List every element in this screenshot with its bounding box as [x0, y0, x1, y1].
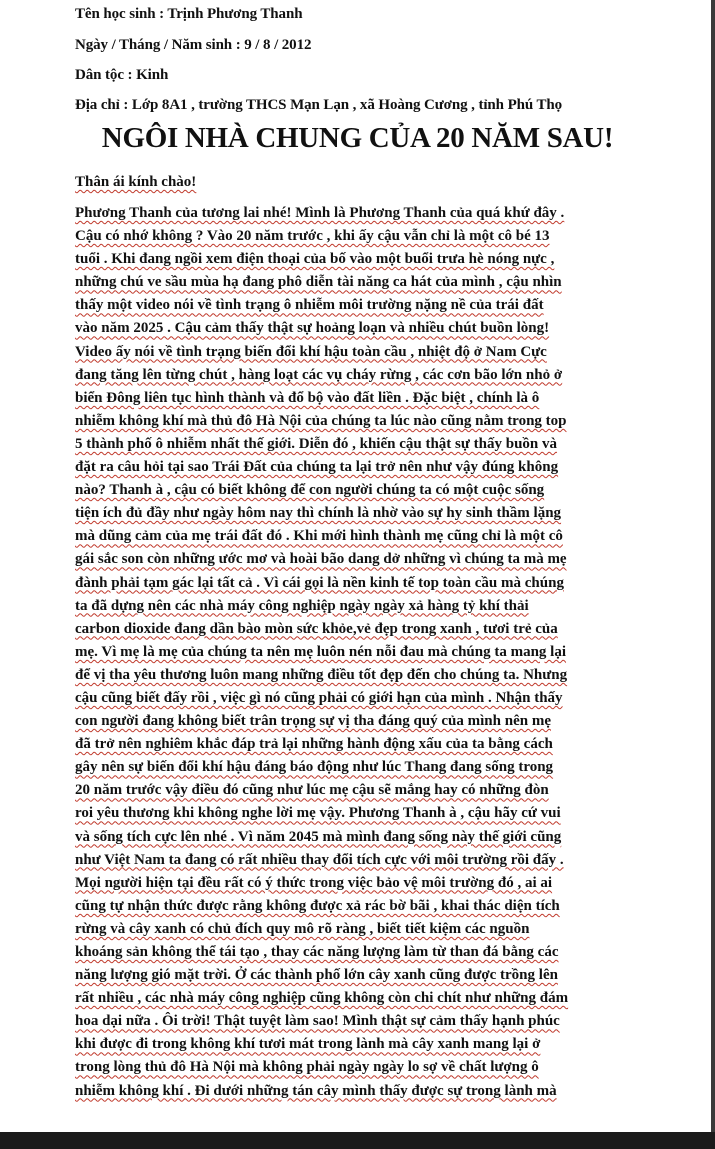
body-line: cũng tự nhận thức được rằng không được xả rác bờ bãi , khai thác diện tích	[75, 897, 560, 914]
body-line: đang tăng lên từng chút , hàng loạt các vụ cháy rừng , các cơn bão lớn nhỏ ở	[75, 366, 563, 383]
body-line: mà dũng cảm của mẹ trái đất đó . Khi mới hình thành mẹ cũng chỉ là một cô	[75, 528, 563, 545]
body-line: thấy một video nói về tình trạng ô nhiễm môi trường nặng nề của trái đất	[75, 297, 544, 314]
essay-title: NGÔI NHÀ CHUNG CỦA 20 NĂM SAU!	[101, 122, 614, 154]
body-line: Cậu có nhớ không ? Vào 20 năm trước , khi ấy cậu vẫn chỉ là một cô bé 13	[75, 228, 550, 245]
date-of-birth-line: Ngày / Tháng / Năm sinh : 9 / 8 / 2012	[75, 37, 312, 53]
address-line: Địa chỉ : Lớp 8A1 , trường THCS Mạn Lạn , xã Hoàng Cương , tỉnh Phú Thọ	[75, 97, 563, 113]
body-line: ta đã dựng nên các nhà máy công nghiệp ngày ngày xả hàng tỷ khí thải	[75, 597, 529, 614]
body-line: đã trở nên nghiêm khắc đáp trả lại những hành động xấu của ta bằng cách	[75, 736, 553, 753]
body-line: những chú ve sầu mùa hạ đang phô diễn tài năng ca hát của mình , cậu nhìn	[75, 274, 562, 291]
body-line: khoáng sản không thể tái tạo , thay các năng lượng làm từ than đá bằng các	[75, 944, 559, 960]
body-line: nhiễm không khí mà thủ đô Hà Nội của chúng ta lúc nào cũng nằm trong top	[75, 412, 567, 429]
body-line: cậu cũng biết đấy rồi , việc gì nó cũng phải có giới hạn của mình . Nhận thấy	[75, 689, 563, 706]
student-name-line: Tên học sinh : Trịnh Phương Thanh	[75, 6, 303, 22]
body-line: đành phải tạm gác lại tất cả . Vì cái gọi là nền kinh tế top toàn cầu mà chúng	[75, 574, 564, 591]
body-line: và sống tích cực lên nhé . Vì năm 2045 mà mình đang sống này thế giới cũng	[75, 828, 562, 845]
essay-body	[75, 202, 635, 1103]
body-line: khi được đi trong không khí tươi mát trong lành mà cây xanh mang lại ở	[75, 1036, 541, 1053]
body-line: 5 thành phố ô nhiễm nhất thế giới. Diễn đó , khiến cậu thật sự thấy buồn và	[75, 435, 558, 452]
body-line: tuổi . Khi đang ngồi xem điện thoại của bố vào một buổi trưa hè nóng nực ,	[75, 251, 555, 268]
greeting: Thân ái kính chào!	[75, 174, 197, 190]
body-line: rừng và cây xanh có chủ đích quy mô rõ ràng , biết tiết kiệm các nguồn	[75, 920, 530, 937]
body-line: tiện ích đủ đầy như ngày hôm nay thì chính là nhờ vào sự hy sinh thầm lặng	[75, 505, 562, 522]
body-line: Phương Thanh của tương lai nhé! Mình là Phương Thanh của quá khứ đây .	[75, 205, 565, 221]
body-line: mẹ. Vì mẹ là mẹ của chúng ta nên mẹ luôn nén nỗi đau mà chúng ta mang lại	[75, 643, 567, 660]
body-line: để vị tha yêu thương luôn mang những điều tốt đẹp đến cho chúng ta. Nhưng	[75, 666, 568, 683]
body-line: vào năm 2025 . Cậu cảm thấy thật sự hoảng loạn và nhiều chút buồn lòng!	[75, 320, 550, 337]
body-line: nhiễm không khí . Đi dưới những tán cây mình thấy được sự trong lành mà	[75, 1082, 557, 1099]
ethnicity-line: Dân tộc : Kinh	[75, 67, 169, 83]
body-line: nào? Thanh à , cậu có biết không để con người chúng ta có một cuộc sống	[75, 482, 545, 499]
body-line: đặt ra câu hỏi tại sao Trái Đất của chúng ta lại trở nên như vậy đúng không	[75, 459, 559, 476]
body-line: con người đang không biết trân trọng sự vị tha đáng quý của mình nên mẹ	[75, 713, 551, 730]
body-line: gái sắc son còn những ước mơ và hoài bão dang dở những vì chúng ta mà mẹ	[75, 551, 567, 568]
body-line: roi yêu thương khi không nghe lời mẹ vậy. Phương Thanh à , cậu hãy cứ vui	[75, 805, 561, 822]
body-line: trong lòng thủ đô Hà Nội mà không phải ngày ngày lo sợ về chất lượng ô	[75, 1059, 539, 1076]
screen-bottom-bar	[0, 1132, 715, 1149]
body-line: biển Đông liên tục hình thành và đổ bộ vào đất liền . Đặc biệt , chính là ô	[75, 389, 540, 406]
body-line: Mọi người hiện tại đều rất có ý thức trong việc bảo vệ môi trường đó , ai ai	[75, 874, 553, 891]
body-line: Video ấy nói về tình trạng biến đổi khí hậu toàn cầu , nhiệt độ ở Nam Cực	[75, 343, 547, 360]
body-line: rất nhiều , các nhà máy công nghiệp cũng không còn chi chít như những đám	[75, 990, 569, 1007]
body-line: gây nên sự biến đổi khí hậu đáng báo động như lúc Thang đang sống trong	[75, 759, 554, 776]
body-line: carbon dioxide đang dần bào mòn sức khỏe,vẻ đẹp trong xanh , tươi trẻ của	[75, 620, 558, 637]
body-line: hoa dại nữa . Ôi trời! Thật tuyệt làm sao! Mình thật sự cảm thấy hạnh phúc	[75, 1013, 560, 1030]
body-line: năng lượng gió mặt trời. Ở các thành phố lớn cây xanh cũng được trồng lên	[75, 967, 558, 984]
body-line: 20 năm trước vậy điều đó cũng như lúc mẹ cậu sẽ mắng hay có những đòn	[75, 782, 549, 799]
page-edge-shadow	[711, 0, 715, 1132]
body-line: như Việt Nam ta đang có rất nhiều thay đổi tích cực với môi trường rồi đấy .	[75, 851, 564, 868]
